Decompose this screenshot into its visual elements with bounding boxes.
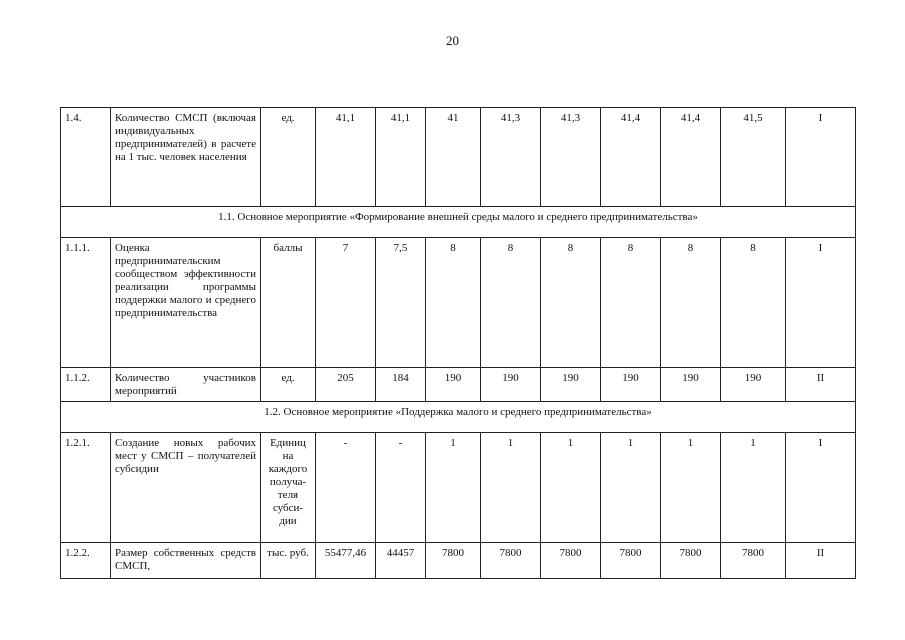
value-cell: 41,3	[541, 108, 601, 207]
value-cell: 7	[316, 238, 376, 368]
table-row	[61, 543, 856, 579]
value-cell: 7800	[601, 543, 661, 579]
table-row	[61, 238, 856, 368]
value-cell: 190	[541, 368, 601, 402]
row-number: 1.1.2.	[61, 368, 111, 402]
value-cell: 1	[541, 433, 601, 543]
value-cell: 41	[426, 108, 481, 207]
table-row	[61, 433, 856, 543]
section-row	[61, 207, 856, 238]
value-cell: 190	[601, 368, 661, 402]
indicator-name: Размер собственных средств СМСП,	[111, 543, 261, 579]
value-cell: -	[316, 433, 376, 543]
section-row	[61, 402, 856, 433]
unit-cell: тыс. руб.	[261, 543, 316, 579]
unit-cell: ед.	[261, 368, 316, 402]
section-title: 1.1. Основное мероприятие «Формирование внешней среды малого и среднего предпринимательства»	[61, 207, 856, 238]
row-number: 1.1.1.	[61, 238, 111, 368]
row-number: 1.2.1.	[61, 433, 111, 543]
value-cell: 41,1	[316, 108, 376, 207]
grade-cell: II	[786, 543, 856, 579]
value-cell: 1	[481, 433, 541, 543]
value-cell: 7800	[721, 543, 786, 579]
grade-cell: I	[786, 433, 856, 543]
table-row	[61, 108, 856, 207]
section-title: 1.2. Основное мероприятие «Поддержка малого и среднего предпринимательства»	[61, 402, 856, 433]
table-row	[61, 368, 856, 402]
unit-cell: Единиц на каждого получа-теля субси-дии	[261, 433, 316, 543]
value-cell: 1	[601, 433, 661, 543]
value-cell: -	[376, 433, 426, 543]
value-cell: 190	[426, 368, 481, 402]
value-cell: 41,1	[376, 108, 426, 207]
indicator-name: Оценка предпринимательским сообществом эффективности реализации программы поддержки малого и среднего предпринимательства	[111, 238, 261, 368]
value-cell: 8	[601, 238, 661, 368]
grade-cell: I	[786, 238, 856, 368]
row-number: 1.2.2.	[61, 543, 111, 579]
value-cell: 190	[481, 368, 541, 402]
value-cell: 190	[661, 368, 721, 402]
value-cell: 44457	[376, 543, 426, 579]
value-cell: 7800	[661, 543, 721, 579]
unit-cell: ед.	[261, 108, 316, 207]
value-cell: 41,4	[661, 108, 721, 207]
value-cell: 8	[541, 238, 601, 368]
value-cell: 1	[426, 433, 481, 543]
indicator-name: Количество СМСП (включая индивидуальных предпринимателей) в расчете на 1 тыс. человек населения	[111, 108, 261, 207]
value-cell: 41,3	[481, 108, 541, 207]
value-cell: 8	[481, 238, 541, 368]
value-cell: 8	[661, 238, 721, 368]
value-cell: 1	[721, 433, 786, 543]
value-cell: 7800	[426, 543, 481, 579]
value-cell: 41,4	[601, 108, 661, 207]
value-cell: 7,5	[376, 238, 426, 368]
value-cell: 190	[721, 368, 786, 402]
value-cell: 205	[316, 368, 376, 402]
value-cell: 7800	[481, 543, 541, 579]
row-number: 1.4.	[61, 108, 111, 207]
indicators-table	[60, 107, 856, 579]
grade-cell: I	[786, 108, 856, 207]
value-cell: 1	[661, 433, 721, 543]
value-cell: 8	[426, 238, 481, 368]
page-number: 20	[446, 33, 459, 48]
value-cell: 55477,46	[316, 543, 376, 579]
value-cell: 41,5	[721, 108, 786, 207]
value-cell: 8	[721, 238, 786, 368]
unit-cell: баллы	[261, 238, 316, 368]
value-cell: 184	[376, 368, 426, 402]
value-cell: 7800	[541, 543, 601, 579]
indicator-name: Количество участников мероприятий	[111, 368, 261, 402]
grade-cell: II	[786, 368, 856, 402]
indicator-name: Создание новых рабочих мест у СМСП – получателей субсидии	[111, 433, 261, 543]
